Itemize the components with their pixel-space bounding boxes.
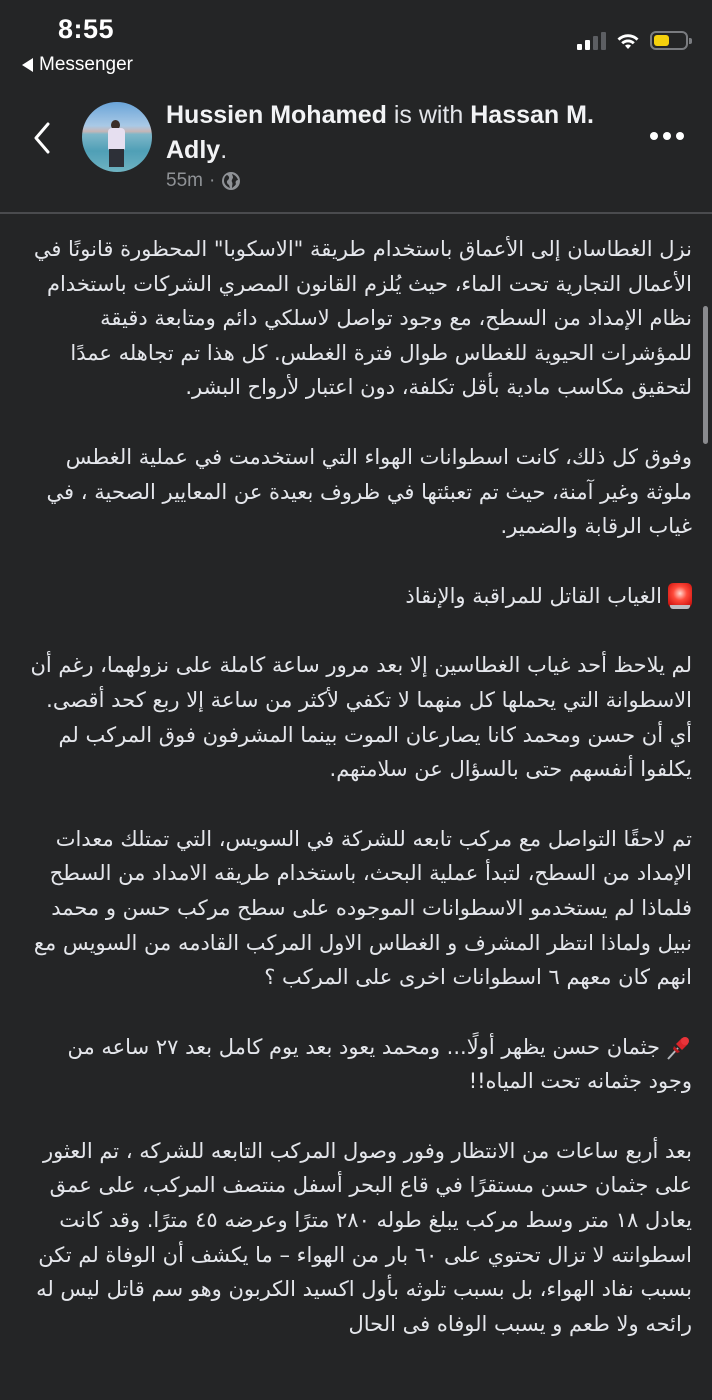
paragraph-air-tanks: وفوق كل ذلك، كانت اسطوانات الهواء التي استخدمت في عملية الغطس ملوثة وغير آمنة، حيث تم تعبئتها في ظروف بعيدة عن المعايير الصحية ، في غياب الرقابة والضمير. [46,444,692,539]
tagged-suffix: . [220,136,228,164]
with-connector: is with [386,101,471,129]
pinned-text: جثمان حسن يظهر أولًا... ومحمد يعود بعد يوم كامل بعد ٢٧ ساعه من وجود جثمانه تحت المياه!! [67,1034,692,1094]
author-avatar[interactable] [82,102,152,172]
battery-icon [650,31,688,50]
back-to-app-link[interactable] [22,54,133,76]
paragraph-diving-method: نزل الغطاسان إلى الأعماق باستخدام طريقة "الاسكوبا" المحظورة قانونًا في الأعمال التجارية تحت الماء، حيث يُلزم القانون المصري الشركات باستخدام نظام الإمداد من السطح، مع وجود تواصل لاسلكي دائم ومتابعة دقيقة للمؤشرات الحيوية للغطاس طوال فترة الغطس. كل هذا تم تجاهله عمدًا لتحقيق مكاسب مادية بأقل تكلفة، دون اعتبار لأرواح البشر. [33,237,692,400]
paragraph-bodies-found [26,1030,692,1099]
paragraph-no-monitoring: لم يلاحظ أحد غياب الغطاسين إلا بعد مرور ساعة كاملة على نزولهما، رغم أن الاسطوانة التي يحملها كل منهما لا تكفي لأكثر من ساعة إلا ربع كحد أقصى. أي أن حسن ومحمد كانا يصارعان الموت بينما المشرفون فوق المركب لم يكلفوا أنفسهم حتى بالسؤال عن سلامتهم. [30,653,692,782]
paragraph-rescue-boat: تم لاحقًا التواصل مع مركب تابعه للشركة في السويس، التي تمتلك معدات الإمداد من السطح، لتبدأ عملية البحث، باستخدام طريقه الامداد من السطح فلماذا لم يستخدمو الاسطوانات الموجوده على سطح مركب حسن و محمد نبيل ولماذا انتظر المشرف و الغطاس الاول المركب القادمه من السويس مع انهم كان معهم ٦ اسطوانات اخرى على المركب ؟ [33,826,692,990]
paragraph-findings: بعد أربع ساعات من الانتظار وفور وصول المركب التابعه للشركه ، تم العثور على جثمان حسن مستقرًا في قاع البحر أسفل منتصف المركب، على عمق يعادل ١٨ متر وسط مركب يبلغ طوله ٢٨٠ مترًا وعرضه ٤٥ مترًا. وقد كانت اسطوانته لا تزال تحتوي على ٦٠ بار من الهواء – ما يكشف أن الوفاة لم تكن بسبب نفاد الهواء، بل بسبب تلوثه بأول اكسيد الكربون وهو سم قاتل ليس له رائحه ولا طعم و يسبب الوفاه فى الحال [36,1138,692,1336]
section-heading-text: الغياب القاتل للمراقبة والإنقاذ [405,583,662,608]
chevron-left-icon[interactable] [28,118,58,158]
author-name-link[interactable]: Hussien Mohamed [166,101,387,129]
rotating-light-emoji-icon [668,583,692,609]
scrollbar-thumb[interactable] [703,306,708,444]
back-app-label: Messenger [39,54,133,75]
status-bar [0,0,712,86]
battery-level [654,35,669,46]
more-options-button[interactable] [646,128,688,144]
wifi-icon [616,32,640,50]
pushpin-emoji-icon [664,1034,692,1062]
status-time: 8:55 [58,14,115,44]
meta-separator: · [208,170,216,191]
post-timestamp[interactable]: 55m [166,170,203,191]
cellular-signal-icon [577,32,606,50]
section-heading [26,579,692,614]
globe-icon[interactable] [221,171,241,191]
post-author-line [166,98,616,168]
post-meta [166,170,241,192]
post-header [0,94,712,212]
more-horizontal-icon [650,132,658,140]
header-divider [0,212,712,214]
back-triangle-icon [22,58,33,72]
status-icons [577,31,688,50]
post-body [26,232,692,1341]
tagged-person-link[interactable]: Hassan M. Adly [166,101,594,164]
